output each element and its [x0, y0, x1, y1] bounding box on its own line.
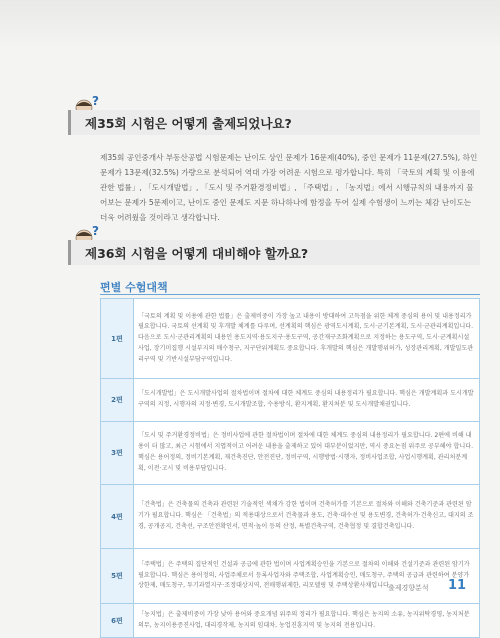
- top-band: [0, 0, 500, 48]
- svg-text:?: ?: [92, 94, 99, 108]
- footer-section-label: 출제경향분석: [388, 584, 429, 592]
- part-description: 「건축법」은 건축물의 건축과 관련된 기술적인 색채가 강한 법이며 건축허가를 기본으로 절차와 이해와 건축기준과 관련된 암기가 필요합니다. 핵심은 「건축법」의 적용대상으로서 건축물과 용도, 건축·대수선 및 용도변경, 건축허가·건축신고, 대지의 조경, 공개공지, 건축선, 구조안전확인서, 면적·높이 등의 산정, 특별건축구역, 건축협정 및 결합건축입니다.: [134, 485, 480, 549]
- part-description: 「국토의 계획 및 이용에 관한 법률」은 출제비중이 가장 높고 내용이 방대하여 고득점을 위한 체계 중심의 용어 및 내용정리가 필요합니다. 국토의 선계획 및 후개발 체계를 다루며, 선계획의 핵심은 광역도시계획, 도시·군기본계획, 도시·군관리계획입니다. 다음으로 도시·군관리계획의 내용인 용도지역·용도지구·용도구역, 공간재구조화계획으로 지정하는 용도구역, 도시·군계획시설사업, 장기미집행 시설부지의 매수청구, 지구단위계획도 중요합니다. 후개발의 핵심은 개발행위허가, 성장관리계획, 개발밀도관리구역 및 기반시설부담구역입니다.: [134, 299, 480, 379]
- part-label: 6편: [101, 604, 134, 638]
- section-heading-35: [68, 110, 480, 135]
- part-label: 2편: [101, 379, 134, 422]
- analysis-paragraph: 제35회 공인중개사 부동산공법 시험문제는 난이도 상인 문제가 16문제(40%), 중인 문제가 11문제(27.5%), 하인 문제가 13문제(32.5%) 가량으로 분석되어 역대 가장 어려운 시험으로 평가합니다. 특히 「국토의 계획 및 이용에 관한 법률」, 「도시개발법」, 「도시 및 주거환경정비법」, 「주택법」, 「농지법」에서 시행규칙의 내용까지 물어보는 문제가 5문제이고, 난이도 중인 문제도 지문 하나하나에 함정을 두어 실제 수험생이 느끼는 체감 난이도는 더욱 어려웠을 것이라고 생각합니다.: [100, 153, 478, 222]
- part-label: 3편: [101, 422, 134, 485]
- page-number: 11: [448, 578, 467, 593]
- table-row: [101, 485, 480, 549]
- part-description: 「농지법」은 출제비중이 가장 낮아 용어와 중요개념 위주의 정리가 필요합니다. 핵심은 농지의 소유, 농지위탁경영, 농지처분의무, 농지이용증진사업, 대리경작제, 농지의 임대차, 농업진흥지역 및 농지의 전용입니다.: [134, 604, 480, 638]
- part-label: 5편: [101, 549, 134, 604]
- part-label: 1편: [101, 299, 134, 379]
- table-row: [101, 422, 480, 485]
- table-row: [101, 604, 480, 638]
- study-plan-subheading: 편별 수험대책: [100, 281, 168, 294]
- part-label: 4편: [101, 485, 134, 549]
- section-heading-35-text: 제35회 시험은 어떻게 출제되었나요?: [85, 116, 292, 131]
- table-row: [101, 299, 480, 379]
- svg-text:?: ?: [92, 224, 99, 238]
- part-description: 「도시개발법」은 도시개발사업의 절차법이며 절차에 대한 체계도 중심의 내용정리가 필요합니다. 핵심은 개발계획과 도시개발구역의 지정, 시행자의 지정·변경, 도시개발조합, 수용방식, 환지계획, 환지처분 및 도시개발채권입니다.: [134, 379, 480, 422]
- table-row: [101, 379, 480, 422]
- subheading-rule: [100, 294, 480, 295]
- table-row: [101, 549, 480, 604]
- section-heading-36: [68, 240, 480, 265]
- section-heading-36-text: 제36회 시험을 어떻게 대비해야 할까요?: [85, 246, 309, 261]
- part-description: 「주택법」은 주택의 집단적인 건설과 공급에 관한 법이며 사업계획승인을 기본으로 절차의 이해와 건설기준과 관련된 암기가 필요합니다. 핵심은 용어정의, 사업주체로서 등록사업자와 주택조합, 사업계획승인, 매도청구, 주택의 공급과 관련하여 분양가상한제, 매도청구, 투기과열지구·조정대상지역, 전매행위제한, 리모델링 및 주택상환사채입니다.: [134, 549, 480, 604]
- part-description: 「도시 및 주거환경정비법」은 정비사업에 관한 절차법이며 절차에 대한 체계도 중심의 내용정리가 필요합니다. 2편에 비해 내용이 더 많고, 최근 시험에서 지엽적이고 어려운 내용을 출제하고 있어 대부분이었지만, 역시 중요논점 위주로 공부해야 합니다. 핵심은 용어정의, 정비기본계획, 재건축진단, 안전진단, 정비구역, 시행방법·시행자, 정비사업조합, 사업시행계획, 관리처분계획, 이전·고시 및 비용부담입니다.: [134, 422, 480, 485]
